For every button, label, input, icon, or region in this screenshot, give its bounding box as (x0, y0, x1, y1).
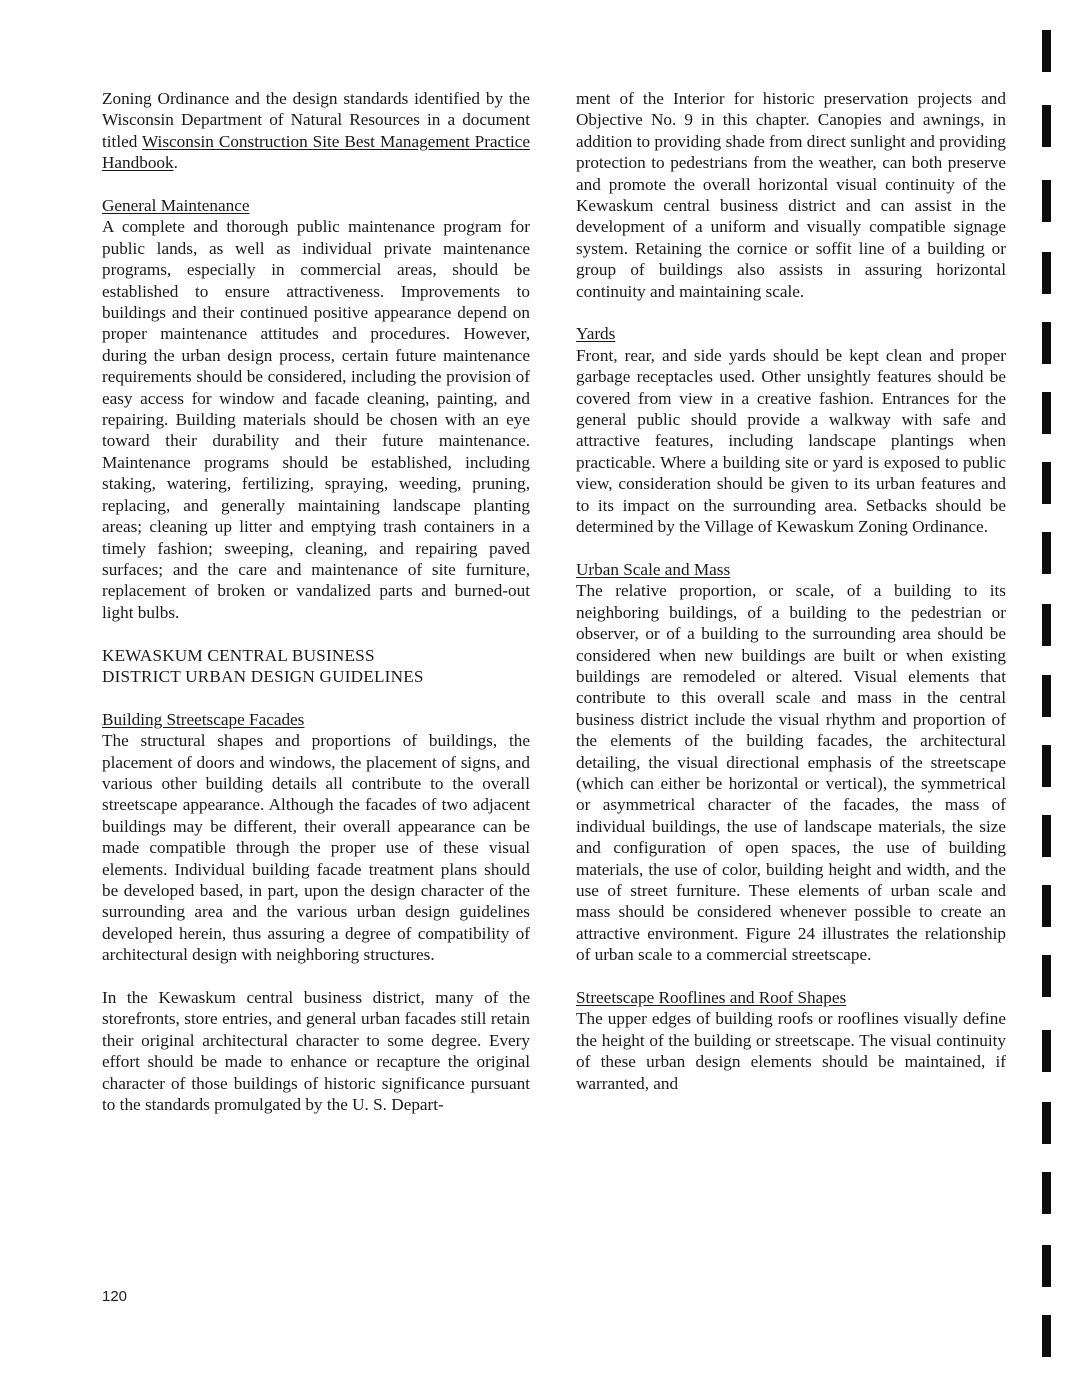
intro-text: Zoning Ordinance and the design standards identified by the Wisconsin Department of Natural Resources in a document titled (102, 89, 530, 151)
scan-mark (1042, 1030, 1051, 1072)
scan-mark (1042, 604, 1051, 646)
scan-mark (1042, 392, 1051, 434)
handbook-title: Wisconsin Construction Site Best Management Practice Handbook (102, 131, 530, 173)
scan-mark (1042, 885, 1051, 927)
left-column (102, 88, 530, 1115)
scan-mark (1042, 1315, 1051, 1357)
general-maintenance-heading: General Maintenance (102, 196, 250, 216)
scan-mark (1042, 815, 1051, 857)
section-title-line-1: KEWASKUM CENTRAL BUSINESS (102, 645, 375, 665)
intro-paragraph (102, 88, 530, 174)
rooflines-body: The upper edges of building roofs or rooflines visually define the height of the building or streetscape. The visual continuity of these urban design elements should be maintained, if warranted, and (576, 1009, 1006, 1093)
scan-mark (1042, 1102, 1051, 1144)
general-maintenance-body: A complete and thorough public maintenance program for public lands, as well as individual private maintenance programs, especially in commercial areas, should be established to ensure attractiveness. Improvements to buildings and their continued positive appearance depend on proper maintenance attitudes and procedures. However, during the urban design process, certain future maintenance requirements should be considered, including the provision of easy access for window and facade cleaning, painting, and repairing. Building materials should be chosen with an eye toward their durability and their future maintenance. Maintenance programs should be established, including staking, watering, fertilizing, spraying, weeding, pruning, replacing, and generally maintaining landscape planting areas; cleaning up litter and emptying trash containers in a timely fashion; sweeping, cleaning, and repairing paved surfaces; and the care and maintenance of site furniture, replacement of broken or vandalized parts and burned-out light bulbs. (102, 217, 530, 622)
continuation-paragraph: ment of the Interior for historic preservation projects and Objective No. 9 in this chapter. Canopies and awnings, in addition to providing shade from direct sunlight and providing protection to pedestrians from the weather, can both preserve and promote the overall horizontal visual continuity of the Kewaskum central business district and can assist in the development of a uniform and visually compatible signage system. Retaining the cornice or soffit line of a building or group of buildings also assists in assuring horizontal continuity and maintaining scale. (576, 89, 1006, 301)
scan-mark (1042, 322, 1051, 364)
urban-scale-body: The relative proportion, or scale, of a building to its neighboring buildings, of a building to the pedestrian or observer, or of a building to the surrounding area should be considered when new buildings are built or when existing buildings are remodeled or altered. Visual elements that contribute to this overall scale and mass in the central business district include the visual rhythm and proportion of the elements of the building facades, the architectural detailing, the visual directional emphasis of the streetscape (which can either be horizontal or vertical), the symmetrical or asymmetrical character of the facades, the mass of individual buildings, the use of landscape materials, the size and configuration of open spaces, the use of building materials, the use of color, building height and width, and the use of street furniture. These elements of urban scale and mass should be considered whenever possible to create an attractive environment. Figure 24 illustrates the relationship of urban scale to a commercial streetscape. (576, 581, 1006, 965)
yards-heading: Yards (576, 324, 616, 344)
scan-mark (1042, 745, 1051, 787)
storefronts-paragraph: In the Kewaskum central business district, many of the storefronts, store entries, and general urban facades still retain their original architectural character to some degree. Every effort should be made to enhance or recapture the original character of those buildings of historic significance pursuant to the standards promulgated by the U. S. Depart- (102, 988, 530, 1115)
scan-mark (1042, 462, 1051, 504)
scan-mark (1042, 105, 1051, 147)
scan-mark (1042, 252, 1051, 294)
urban-scale-heading: Urban Scale and Mass (576, 559, 731, 579)
yards-body: Front, rear, and side yards should be kept clean and proper garbage receptacles used. Other unsightly features should be covered from view in a creative fashion. Entrances for the general public should provide a walkway with safe and attractive features, including landscape plantings when practicable. Where a building site or yard is exposed to public view, consideration should be given to its urban features and to its impact on the surrounding area. Setbacks should be determined by the Village of Kewaskum Zoning Ordinance. (576, 345, 1006, 537)
right-column (576, 88, 1006, 1094)
scan-mark (1042, 1245, 1051, 1287)
scan-mark (1042, 30, 1051, 72)
building-facades-body: The structural shapes and proportions of buildings, the placement of doors and windows, the placement of signs, and various other building details all contribute to the overall streetscape appearance. Although the facades of two adjacent buildings may be different, their overall appearance can be made compatible through the proper use of these visual elements. Individual building facade treatment plans should be developed based, in part, upon the design character of the surrounding area and the various urban design guidelines developed herein, thus assuring a degree of compatibility of architectural design with neighboring structures. (102, 731, 530, 965)
rooflines-heading: Streetscape Rooflines and Roof Shapes (576, 988, 847, 1008)
intro-end: . (173, 153, 178, 173)
scan-mark (1042, 180, 1051, 222)
section-title-line-2: DISTRICT URBAN DESIGN GUIDELINES (102, 666, 424, 686)
scan-mark (1042, 675, 1051, 717)
building-facades-heading: Building Streetscape Facades (102, 709, 305, 729)
scan-mark (1042, 1172, 1051, 1214)
scan-mark (1042, 955, 1051, 997)
page-number: 120 (102, 1288, 128, 1305)
scan-edge-marks (1038, 0, 1058, 1380)
scan-mark (1042, 532, 1051, 574)
